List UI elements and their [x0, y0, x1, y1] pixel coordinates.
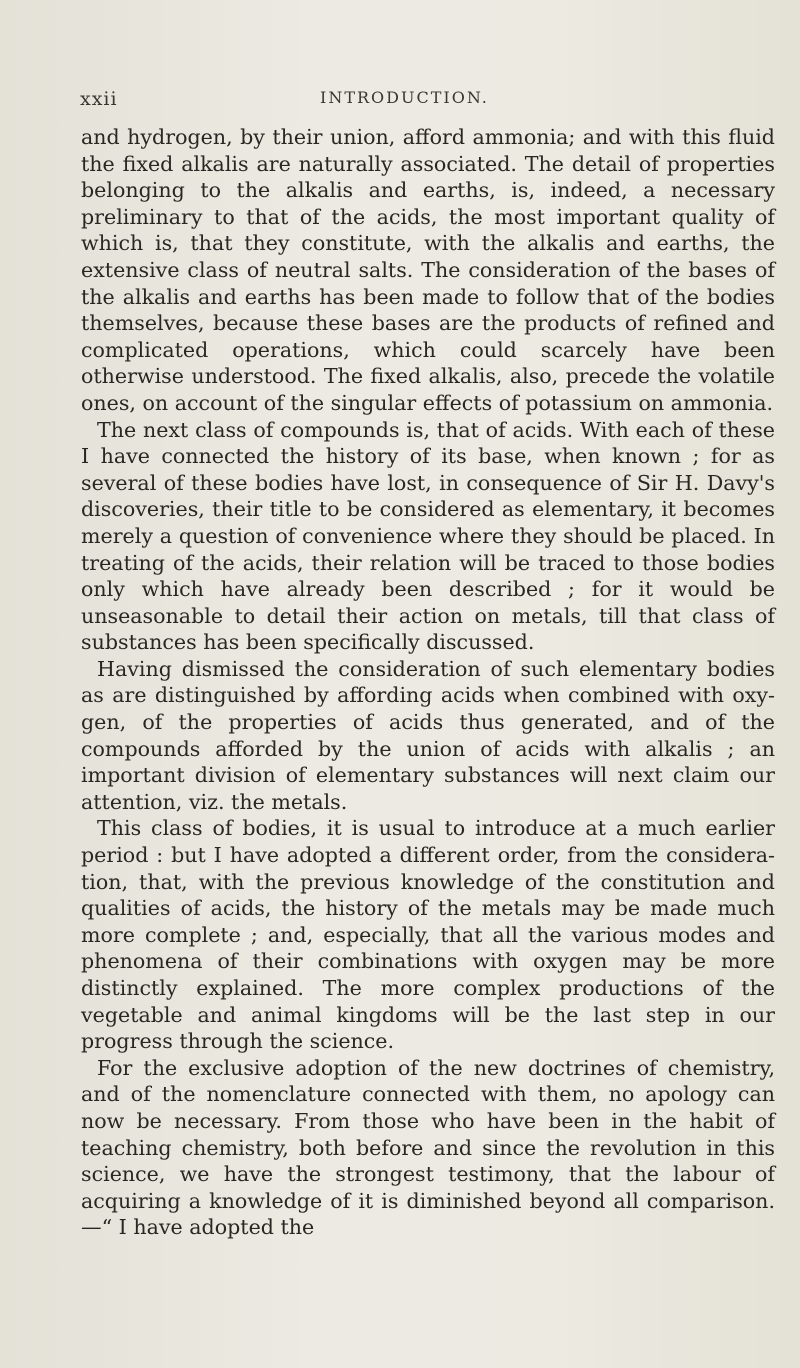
- paragraph-1: and hydrogen, by their union, afford ammonia; and with this fluid the fixed alkalis are naturally associated. The detail of properties belonging to the alkalis and earths, is, indeed, a necessary preliminary to that of the acids, the most important quality of which is, that they constitute, with the alkalis and earths, the extensive class of neutral salts. The consideration of the bases of the alkalis and earths has been made to follow that of the bodies themselves, because these bases are the products of refined and complicated operations, which could scarcely have been otherwise understood. The fixed alkalis, also, precede the volatile ones, on account of the singular effects of potassium on ammonia.: [81, 125, 775, 415]
- paragraph-3: Having dismissed the consideration of such elementary bodies as are distinguished by affording acids when combined with oxygen, of the properties of acids thus generated, and of the compounds afforded by the union of acids with alkalis ; an important division of elementary substances will next claim our attention, viz. the metals.: [81, 656, 775, 814]
- page-number: xxii: [80, 88, 118, 110]
- running-head: INTRODUCTION.: [320, 88, 489, 107]
- page-header: [80, 88, 770, 112]
- paragraph-4: This class of bodies, it is usual to introduce at a much earlier period : but I have adopted a different order, from the consideration, that, with the previous knowledge of the constitution and qualities of acids, the history of the metals may be made much more complete ; and, especially, that all the various modes and phenomena of their combinations with oxygen may be more distinctly explained. The more complex productions of the vegetable and animal kingdoms will be the last step in our progress through the science.: [81, 816, 775, 1054]
- paragraph-2: The next class of compounds is, that of acids. With each of these I have connected the history of its base, when known ; for as several of these bodies have lost, in consequence of Sir H. Davy's discoveries, their title to be considered as elementary, it becomes merely a question of convenience where they should be placed. In treating of the acids, their relation will be traced to those bodies only which have already been described ; for it would be unseasonable to detail their action on metals, till that class of substances has been specifically discussed.: [81, 417, 775, 655]
- body-text: [81, 124, 775, 1241]
- paragraph-5: For the exclusive adoption of the new doctrines of chemistry, and of the nomenclature connected with them, no apology can now be necessary. From those who have been in the habit of teaching chemistry, both before and since the revolution in this science, we have the strongest testimony, that the labour of acquiring a knowledge of it is diminished beyond all comparison.—“ I have adopted the: [81, 1055, 775, 1240]
